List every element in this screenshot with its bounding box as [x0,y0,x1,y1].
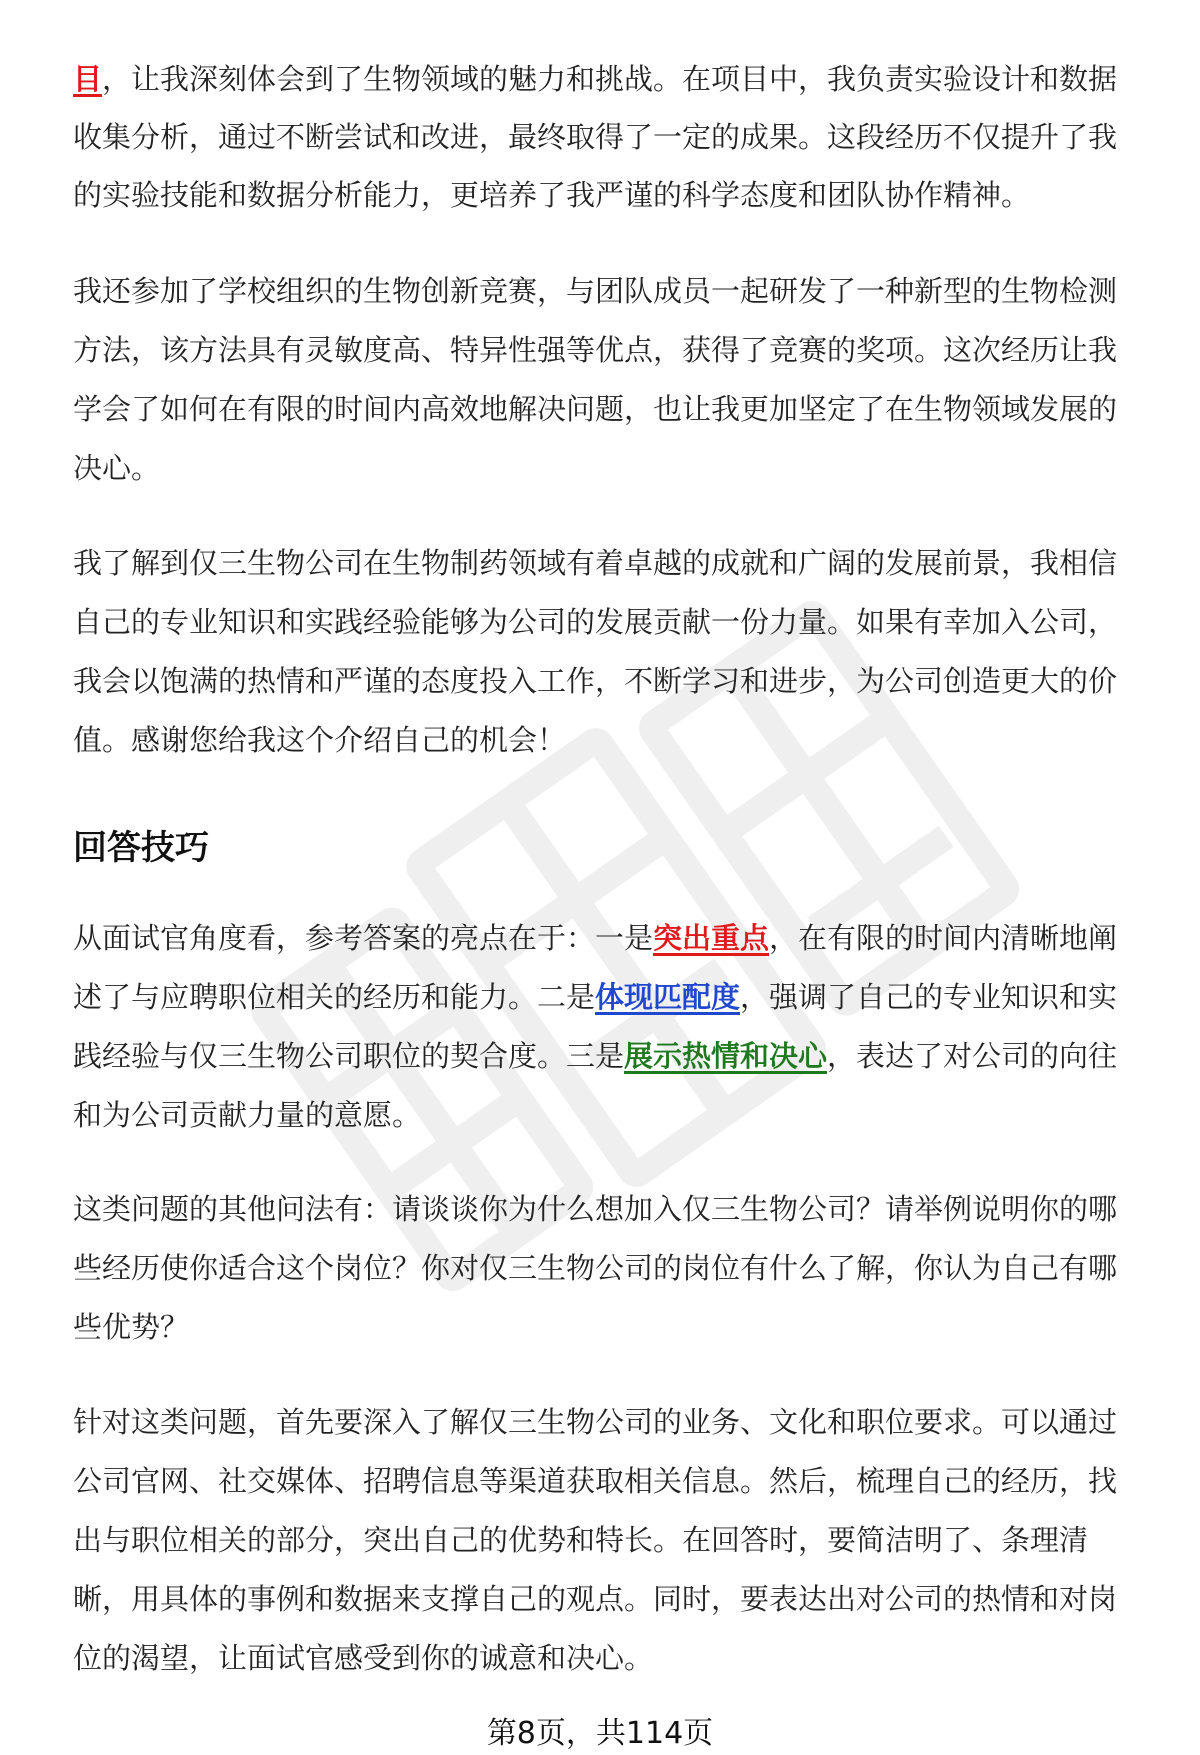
text-span: ，在有限的时间内清晰地阐 [769,921,1118,955]
paragraph-line: 公司官网、社交媒体、招聘信息等渠道获取相关信息。然后，梳理自己的经历，找 [73,1464,1118,1498]
text-span: 践经验与仅三生物公司职位的契合度。三是 [73,1039,625,1073]
text-span: 从面试官角度看，参考答案的亮点在于：一是 [73,921,654,955]
paragraph-line: 自己的专业知识和实践经验能够为公司的发展贡献一份力量。如果有幸加入公司， [73,605,1118,639]
highlight-text: 展示热情和决心 [624,1039,828,1073]
paragraph-line: 收集分析，通过不断尝试和改进，最终取得了一定的成果。这段经历不仅提升了我 [73,120,1118,154]
paragraph-line [73,919,1117,959]
paragraph-line: 这类问题的其他问法有：请谈谈你为什么想加入仅三生物公司？请举例说明你的哪 [73,1192,1118,1226]
paragraph-line: 针对这类问题，首先要深入了解仅三生物公司的业务、文化和职位要求。可以通过 [73,1405,1118,1439]
paragraph-line: 我了解到仅三生物公司在生物制药领域有着卓越的成就和广阔的发展前景，我相信 [73,546,1118,580]
paragraph-line: 位的渴望，让面试官感受到你的诚意和决心。 [73,1641,654,1675]
text-span: ，强调了自己的专业知识和实 [740,980,1118,1014]
paragraph-line: 我会以饱满的热情和严谨的态度投入工作，不断学习和进步，为公司创造更大的价 [73,664,1118,698]
paragraph-line: 出与职位相关的部分，突出自己的优势和特长。在回答时，要简洁明了、条理清 [73,1523,1089,1557]
text-span: ，表达了对公司的向往 [827,1039,1118,1073]
paragraph-line [73,1037,1117,1077]
section-heading: 回答技巧 [73,828,209,868]
page-number: 第8页，共114页 [486,1716,714,1751]
text-span: 述了与应聘职位相关的经历和能力。二是 [73,980,596,1014]
paragraph-line: 学会了如何在有限的时间内高效地解决问题，也让我更加坚定了在生物领域发展的 [73,392,1118,426]
paragraph-line: 晰，用具体的事例和数据来支撑自己的观点。同时，要表达出对公司的热情和对岗 [73,1582,1118,1616]
paragraph-line: 我还参加了学校组织的生物创新竞赛，与团队成员一起研发了一种新型的生物检测 [73,274,1118,308]
text-span: ，让我深刻体会到了生物领域的魅力和挑战。在项目中，我负责实验设计和数据 [102,62,1118,96]
highlight-text: 目 [73,62,103,96]
paragraph-line: 决心。 [73,451,161,485]
paragraph-line: 和为公司贡献力量的意愿。 [73,1098,422,1132]
paragraph-line: 些经历使你适合这个岗位？你对仅三生物公司的岗位有什么了解，你认为自己有哪 [73,1251,1118,1285]
paragraph-line: 方法，该方法具有灵敏度高、特异性强等优点，获得了竞赛的奖项。这次经历让我 [73,333,1118,367]
paragraph-line [73,60,1117,100]
paragraph-line: 值。感谢您给我这个介绍自己的机会！ [73,723,567,757]
highlight-text: 突出重点 [653,921,770,955]
paragraph-line: 些优势？ [73,1310,190,1344]
highlight-text: 体现匹配度 [595,980,741,1014]
paragraph-line: 的实验技能和数据分析能力，更培养了我严谨的科学态度和团队协作精神。 [73,178,1031,212]
paragraph-line [73,978,1117,1018]
